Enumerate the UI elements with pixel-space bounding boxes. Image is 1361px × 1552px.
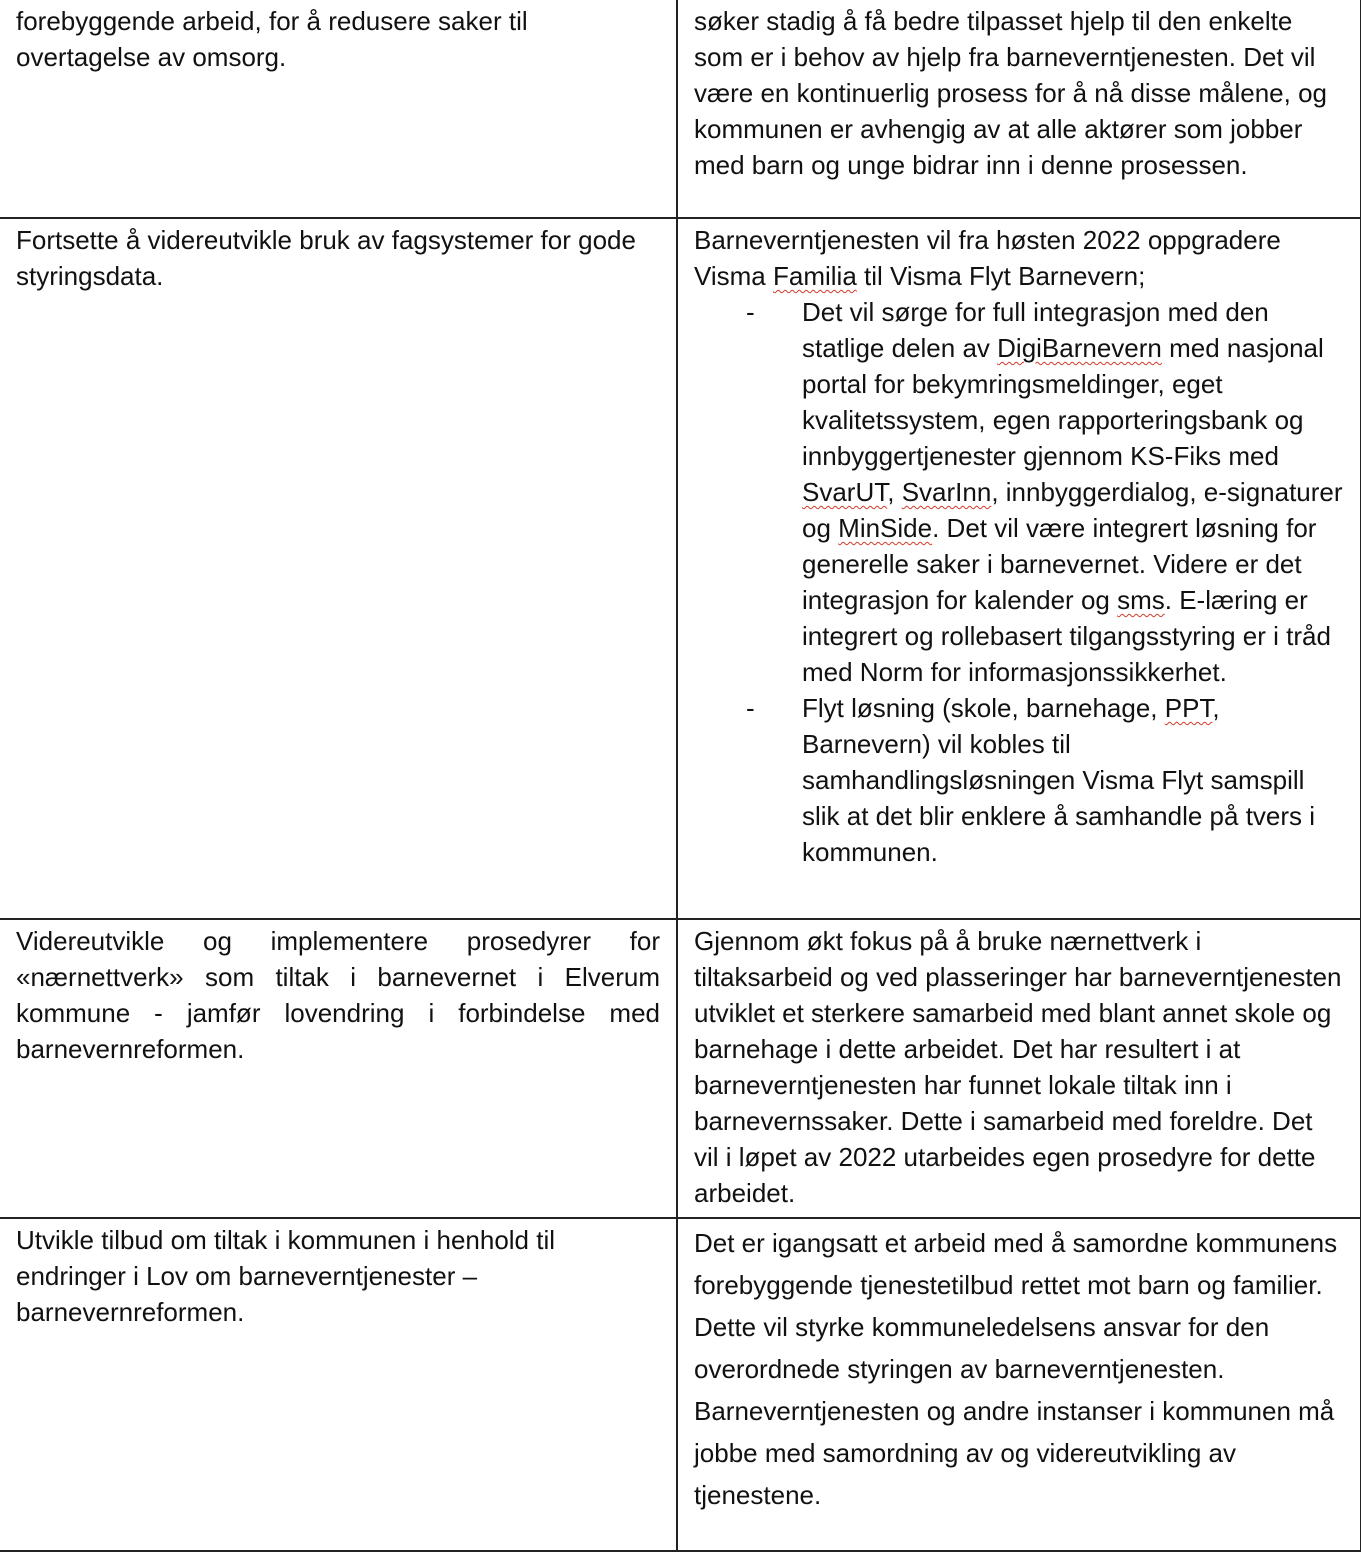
goal-cell <box>0 218 677 919</box>
status-text: Gjennom økt fokus på å bruke nærnettverk i tiltaksarbeid og ved plasseringer har barneverntjenesten utviklet et sterkere samarbeid med blant annet skole og barnehage i dette arbeidet. Det har resultert i at barneverntjenesten har funnet lokale tiltak inn i barnevernssaker. Dette i samarbeid med foreldre. Det vil i løpet av 2022 utarbeides egen prosedyre for dette arbeidet. <box>694 926 1342 1208</box>
goal-cell <box>0 919 677 1218</box>
spellcheck-word: PPT <box>1164 693 1213 723</box>
bullet-list <box>694 294 1344 870</box>
table-row <box>0 218 1361 919</box>
bullet-dash: - <box>746 693 755 723</box>
spellcheck-word: SvarUT <box>802 477 888 507</box>
spellcheck-word: DigiBarnevern <box>997 333 1162 363</box>
status-cell <box>677 218 1361 919</box>
status-text: Det er igangsatt et arbeid med å samordne kommunens forebyggende tjenestetilbud rettet mot barn og familier. Dette vil styrke kommuneledelsens ansvar for den overordnede styringen av barneverntjenesten. Barneverntjenesten og andre instanser i kommunen må jobbe med samordning av og videreutvikling av tjenestene. <box>694 1228 1338 1510</box>
goal-cell <box>0 1218 677 1551</box>
bullet-dash: - <box>746 297 755 327</box>
list-item <box>694 294 1344 690</box>
bullet-text-part: . Det vil være integrert løsning for generelle saker i barnevernet. Videre er det integrasjon for kalender og <box>802 513 1317 615</box>
table-row <box>0 1218 1361 1551</box>
goal-text: Fortsette å videreutvikle bruk av fagsystemer for gode styringsdata. <box>16 225 636 291</box>
status-text: søker stadig å få bedre tilpasset hjelp til den enkelte som er i behov av hjelp fra barneverntjenesten. Det vil være en kontinuerlig prosess for å nå disse målene, og kommunen er avhengig av at alle aktører som jobber med barn og unge bidrar inn i denne prosessen. <box>694 6 1328 180</box>
goal-text: forebyggende arbeid, for å redusere saker til overtagelse av omsorg. <box>16 6 528 72</box>
status-intro <box>694 222 1344 294</box>
bullet-text-part: , innbyggerdialog, e-signaturer og <box>802 477 1343 543</box>
spellcheck-word: MinSide <box>838 513 933 543</box>
table-row <box>0 919 1361 1218</box>
bullet-text-part: med nasjonal portal for bekymringsmeldinger, eget kvalitetssystem, egen rapporteringsbank og innbyggertjenester gjennom KS-Fiks med <box>802 333 1324 471</box>
status-cell <box>677 919 1361 1218</box>
bullet-text-part: Flyt løsning (skole, barnehage, <box>802 693 1165 723</box>
status-intro-part: til Visma Flyt Barnevern; <box>856 261 1146 291</box>
goal-text: Utvikle tilbud om tiltak i kommunen i henhold til endringer i Lov om barneverntjenester – barnevernreformen. <box>16 1225 556 1327</box>
list-item <box>694 690 1344 870</box>
bullet-text-part: , Barnevern) vil kobles til samhandlingsløsningen Visma Flyt samspill slik at det blir enklere å samhandle på tvers i kommunen. <box>802 693 1316 867</box>
bullet-text-part: , <box>887 477 902 507</box>
spellcheck-word: SvarInn <box>901 477 992 507</box>
goal-text: Videreutvikle og implementere prosedyrer for «nærnettverk» som tiltak i barnevernet i Elverum kommune - jamfør lovendring i forbindelse med barnevernreformen. <box>16 926 660 1064</box>
table-row <box>0 0 1361 218</box>
bullet-text-part: . E-læring er integrert og rollebasert tilgangsstyring er i tråd med Norm for informasjonssikkerhet. <box>802 585 1331 687</box>
status-cell <box>677 1218 1361 1551</box>
bullet-text-part: Det vil sørge for full integrasjon med den statlige delen av <box>802 297 1269 363</box>
spellcheck-word: Familia <box>773 261 857 291</box>
goal-cell <box>0 0 677 218</box>
status-intro-part: Barneverntjenesten vil fra høsten 2022 oppgradere Visma <box>694 225 1281 291</box>
status-cell <box>677 0 1361 218</box>
spellcheck-word: sms <box>1117 585 1165 615</box>
